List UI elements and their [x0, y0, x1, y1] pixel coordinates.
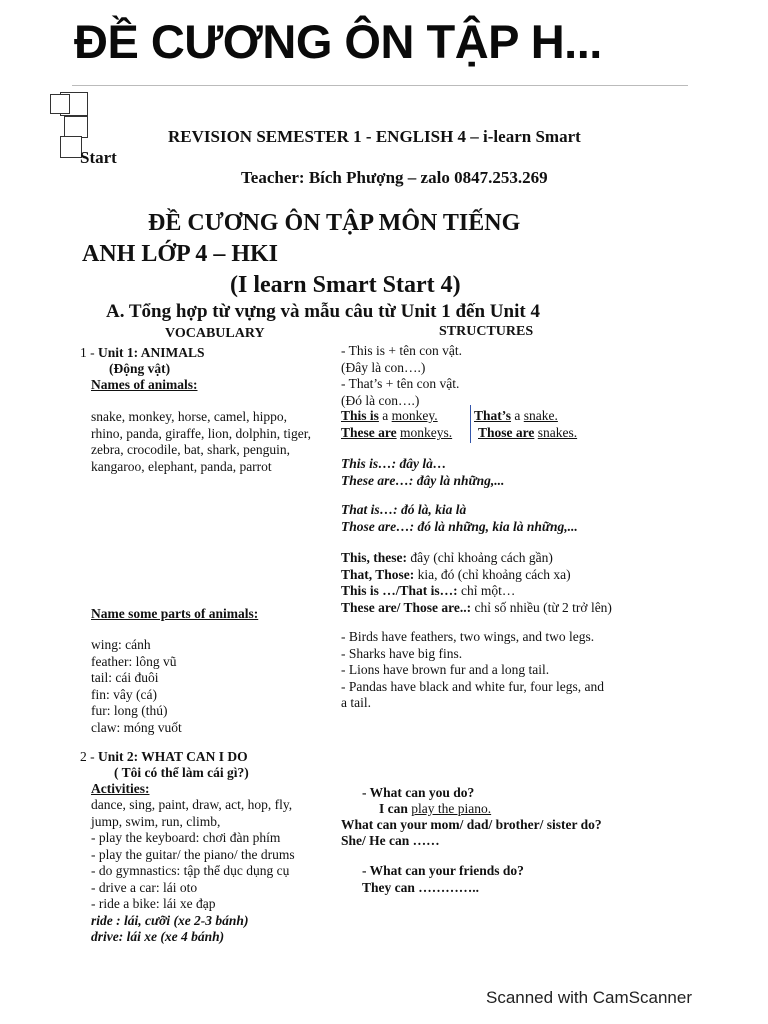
structure-line: - This is + tên con vật.	[341, 343, 462, 358]
column-divider	[470, 405, 471, 443]
unit2-answer1: I can play the piano.	[379, 801, 492, 816]
unit2-question1: - What can you do?	[362, 785, 475, 800]
revision-header: REVISION SEMESTER 1 - ENGLISH 4 – i-learn Smart	[168, 127, 581, 146]
list-item: claw: móng vuốt	[91, 719, 182, 735]
meaning-this-these: This is…: đây là… These are…: đây là những,...	[341, 456, 505, 488]
list-item: dance, sing, paint, draw, act, hop, fly,	[91, 797, 293, 812]
section-a-heading: A. Tổng hợp từ vựng và mẫu câu từ Unit 1 đến Unit 4	[106, 301, 540, 322]
unit1-parts-list	[91, 637, 182, 736]
list-item: jump, swim, run, climb,	[91, 813, 221, 829]
doc-title-line3: (I learn Smart Start 4)	[230, 272, 461, 298]
unit1-names-list	[91, 409, 311, 475]
list-item: fur: long (thú)	[91, 703, 168, 718]
unit1-notes: This, these: đây (chỉ khoảng cách gần) That, Those: kia, đó (chỉ khoảng cách xa) This is …/That is…: chỉ một… These are/ Those are..: chỉ số nhiều (từ 2 trở lên)	[341, 550, 612, 615]
revision-header-wrap: Start	[80, 148, 117, 167]
list-item: tail: cái đuôi	[91, 670, 159, 685]
list-item: fin: vây (cá)	[91, 686, 157, 702]
unit2-heading: 2 - Unit 2: WHAT CAN I DO	[80, 749, 248, 764]
unit1-heading: 1 - Unit 1: ANIMALS	[80, 345, 205, 360]
example-this-monkey: This is a monkey.	[341, 408, 438, 423]
unit2-activities-list	[91, 797, 295, 946]
list-item: - play the guitar/ the piano/ the drums	[91, 846, 295, 862]
unit2-answer3: They can …………..	[362, 880, 480, 895]
teacher-line: Teacher: Bích Phượng – zalo 0847.253.269	[241, 168, 548, 187]
list-item: - play the keyboard: chơi đàn phím	[91, 830, 281, 845]
unit1-structures	[341, 343, 462, 409]
unit1-parts-heading: Name some parts of animals:	[91, 606, 259, 621]
list-item: snake, monkey, horse, camel, hippo,	[91, 409, 287, 424]
unit2-answer2: She/ He can ……	[341, 833, 440, 848]
list-item: wing: cánh	[91, 637, 151, 652]
scanner-watermark: Scanned with CamScanner	[485, 988, 692, 1007]
unit2-question3: - What can your friends do?	[362, 863, 524, 878]
list-item: kangaroo, elephant, panda, parrot	[91, 458, 272, 474]
unit1-names-heading: Names of animals:	[91, 377, 198, 392]
column-heading-vocabulary: VOCABULARY	[165, 326, 265, 341]
document-title: ĐỀ CƯƠNG ÔN TẬP H...	[74, 15, 602, 68]
structure-line: (Đó là con….)	[341, 392, 420, 408]
list-item: rhino, panda, giraffe, lion, dolphin, tiger,	[91, 425, 312, 441]
doc-title-line2: ANH LỚP 4 – HKI	[82, 241, 279, 267]
unit1-animal-facts: - Birds have feathers, two wings, and two legs. - Sharks have big fins. - Lions have brown fur and a long tail. - Pandas have black and white fur, four legs, and a tail.	[341, 629, 604, 710]
list-item: zebra, crocodile, bat, shark, penguin,	[91, 442, 291, 457]
column-heading-structures: STRUCTURES	[439, 324, 534, 339]
unit1-title: Unit 1: ANIMALS	[98, 345, 205, 360]
unit2-question2: What can your mom/ dad/ brother/ sister do?	[341, 817, 602, 832]
unit1-subtitle: (Động vật)	[109, 361, 171, 376]
list-item: - do gymnastics: tập thể dục dụng cụ	[91, 863, 290, 878]
unit2-title: Unit 2: WHAT CAN I DO	[98, 749, 248, 764]
list-item: drive: lái xe (xe 4 bánh)	[91, 929, 225, 944]
structure-line: - That’s + tên con vật.	[341, 376, 460, 391]
list-item: feather: lông vũ	[91, 653, 177, 669]
list-item: - ride a bike: lái xe đạp	[91, 896, 216, 911]
list-item: - drive a car: lái oto	[91, 879, 198, 895]
title-divider	[72, 85, 688, 86]
example-these-monkeys: These are monkeys.	[341, 425, 453, 440]
list-item: ride : lái, cưỡi (xe 2-3 bánh)	[91, 912, 249, 928]
doc-title-line1: ĐỀ CƯƠNG ÔN TẬP MÔN TIẾNG	[148, 210, 521, 236]
example-that-snake: That’s a snake.	[474, 408, 558, 423]
unit2-activities-heading: Activities:	[91, 781, 150, 796]
structure-line: (Đây là con….)	[341, 359, 426, 375]
example-those-snakes: Those are snakes.	[478, 425, 578, 440]
unit2-subtitle: ( Tôi có thể làm cái gì?)	[114, 765, 249, 780]
meaning-that-those: That is…: đó là, kia là Those are…: đó là những, kia là những,...	[341, 502, 578, 534]
